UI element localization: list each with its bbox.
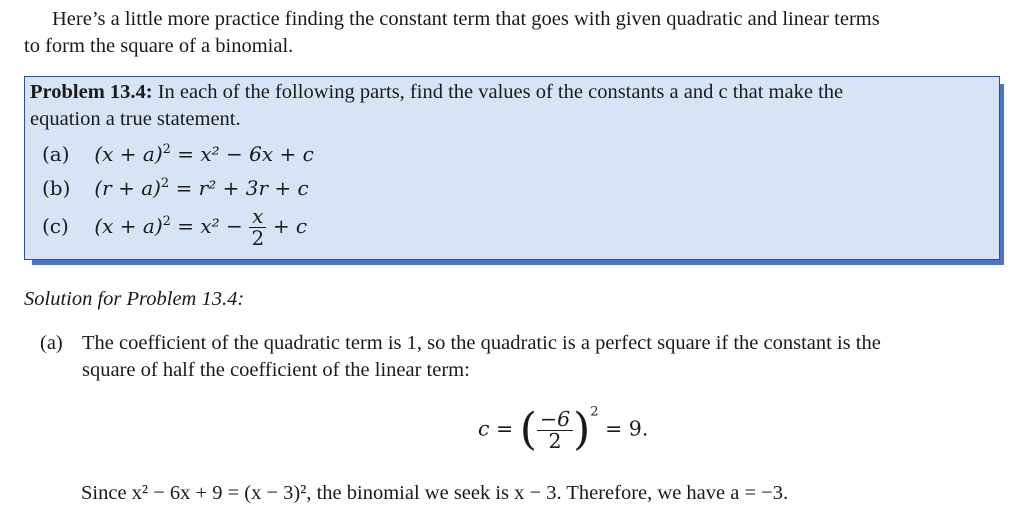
- part-b-label: (b): [42, 176, 71, 200]
- problem-statement: [30, 79, 995, 133]
- solution-a-line-2: square of half the coefficient of the linear term:: [82, 359, 470, 381]
- solution-a-label: (a): [40, 332, 63, 354]
- problem-label: Problem 13.4:: [30, 81, 153, 103]
- solution-part-a: [40, 330, 1020, 384]
- intro-line-1: Here’s a little more practice finding the constant term that goes with given quadratic and linear terms: [52, 8, 880, 30]
- part-c-fraction: [249, 206, 266, 249]
- left-paren: (: [519, 404, 537, 455]
- solution-a-line-1: The coefficient of the quadratic term is 1, so the quadratic is a perfect square if the constant is the: [82, 332, 881, 354]
- problem-text-line-2: equation a true statement.: [30, 108, 241, 130]
- intro-paragraph: [24, 6, 1024, 60]
- part-c-rhs-a: = x² −: [177, 214, 243, 238]
- part-c-frac-den: 2: [251, 226, 265, 250]
- part-b-lhs: (r + a): [94, 176, 161, 200]
- part-a-rhs: = x² − 6x + c: [177, 142, 314, 166]
- equation-rhs: = 9.: [605, 416, 649, 441]
- intro-line-2: to form the square of a binomial.: [24, 35, 294, 57]
- problem-part-c: (c) $(x + a)^2 = x^2$ − $\frac{x}{2}$ + c: [42, 204, 308, 250]
- solution-conclusion: Since x² − 6x + 9 = (x − 3)², the binomial we seek is x − 3. Therefore, we have a = −3.: [81, 482, 789, 504]
- problem-part-b: (b) $(r + a)^2 = r^2 + 3r + c$: [42, 176, 309, 200]
- equation-lhs: c =: [478, 416, 514, 441]
- part-c-label: (c): [42, 214, 69, 238]
- part-a-lhs: (x + a): [94, 142, 163, 166]
- solution-heading: Solution for Problem 13.4:: [24, 288, 245, 310]
- right-paren: ): [573, 404, 591, 455]
- part-b-rhs: = r² + 3r + c: [175, 176, 309, 200]
- solution-equation: [478, 404, 649, 455]
- equation-exponent: 2: [590, 404, 599, 420]
- problem-part-a: (a) $(x + a)^2 = x^2 - 6x + c$: [42, 142, 314, 166]
- part-a-label: (a): [42, 142, 70, 166]
- part-c-lhs: (x + a): [94, 214, 163, 238]
- equation-fraction: [537, 406, 573, 453]
- part-c-rhs-b: + c: [272, 214, 308, 238]
- part-c-frac-num: x: [249, 206, 266, 228]
- equation-frac-num: −6: [537, 409, 573, 431]
- equation-frac-den: 2: [548, 428, 562, 453]
- problem-text-line-1: In each of the following parts, find the values of the constants a and c that make the: [157, 81, 844, 103]
